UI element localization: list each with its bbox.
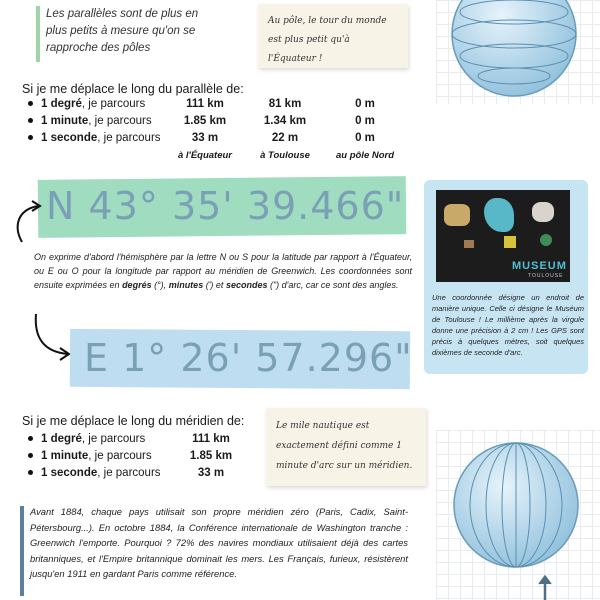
mineral-white — [532, 202, 554, 222]
column-label-equator: à l'Équateur — [178, 150, 232, 161]
meridian-row-second — [28, 467, 161, 479]
row-label: , je parcours — [97, 467, 161, 479]
explain-part: (') et — [203, 280, 226, 290]
parallel-heading: Si je me déplace le long du parallèle de: — [22, 82, 244, 96]
latitude-coordinate: N 43° 35' 39.466" — [46, 184, 405, 228]
parallel-row-degree — [28, 98, 145, 110]
parallels-quote: Les parallèles sont de plus en plus petits à mesure qu'on se rapproche des pôles — [46, 8, 199, 54]
coordinate-explanation — [34, 250, 412, 292]
bullet — [28, 135, 33, 140]
column-label-toulouse: à Toulouse — [260, 150, 310, 161]
museum-caption: Une coordonnée désigne un endroit de manière unique. Celle ci désigne le Muséum de Toulouse ! Le millième après la virgule donne une précision à 2 cm ! Les GPS sont précis à quelques mètres, soit quelques dixièmes de seconde d'arc. — [432, 293, 584, 357]
value-eq-minute: 1.85 km — [183, 115, 227, 127]
nautical-mile-text: Le mile nautique est exactement défini comme 1 minute d'arc sur un méridien. — [276, 421, 413, 471]
row-label: , je parcours — [97, 132, 161, 144]
row-label-bold: 1 minute — [41, 115, 89, 127]
row-label: , je parcours — [81, 433, 146, 445]
explain-bold-minutes: minutes — [168, 280, 204, 290]
explain-bold-seconds: secondes — [225, 280, 268, 290]
parallel-row-minute — [28, 115, 152, 127]
mineral-blue — [484, 198, 514, 232]
museum-logo-text: MUSEUM — [512, 260, 567, 272]
value-eq-degree: 111 km — [186, 98, 224, 110]
row-label-bold: 1 minute — [41, 450, 89, 462]
parallel-row-second — [28, 132, 161, 144]
value-tlse-degree: 81 km — [268, 98, 302, 110]
mineral-small — [464, 240, 474, 248]
row-label-bold: 1 degré — [41, 98, 82, 110]
row-label: , je parcours — [88, 115, 152, 127]
pole-note-card — [258, 4, 408, 68]
explain-part: On exprime d'abord l'hémisphère par la lettre N ou S pour la latitude par rapport à l'Équateur, ou E ou O pour la longitude par rapport au méridien de Greenwich. Les coordonnées sont ensuite exprimées en — [34, 252, 412, 290]
museum-photo — [436, 190, 570, 282]
bullet — [28, 436, 33, 441]
value-tlse-second: 22 m — [271, 132, 299, 144]
history-bar — [20, 506, 24, 596]
row-label: , je parcours — [81, 98, 146, 110]
mineral-yellow — [504, 236, 516, 248]
bullet — [28, 101, 33, 106]
museum-logo-sub: TOULOUSE — [528, 273, 564, 279]
bullet — [28, 470, 33, 475]
globe-meridians-icon — [448, 440, 584, 570]
pole-note-text: Au pôle, le tour du monde est plus petit qu'à l'Équateur ! — [268, 16, 387, 64]
row-label: , je parcours — [88, 450, 152, 462]
mineral-green — [540, 234, 552, 246]
value-pole-degree: 0 m — [355, 98, 375, 110]
mineral-gold — [444, 204, 470, 226]
value-tlse-minute: 1.34 km — [263, 115, 307, 127]
value-pole-second: 0 m — [355, 132, 375, 144]
row-label-bold: 1 seconde — [41, 467, 98, 479]
bullet — [28, 453, 33, 458]
globe-parallels-icon — [446, 0, 582, 100]
meridian-value-minute: 1.85 km — [189, 450, 233, 462]
quote-bar — [36, 6, 40, 62]
explain-part: (°), — [151, 280, 169, 290]
meridian-row-minute — [28, 450, 152, 462]
curved-arrow-icon — [30, 312, 74, 362]
value-pole-minute: 0 m — [355, 115, 375, 127]
explain-bold-degrees: degrés — [122, 280, 152, 290]
up-arrow-icon — [536, 574, 554, 600]
column-label-pole: au pôle Nord — [335, 150, 395, 161]
meridian-value-degree: 111 km — [192, 433, 230, 445]
meridian-value-second: 33 m — [197, 467, 225, 479]
longitude-coordinate: E 1° 26' 57.296" — [84, 336, 413, 380]
meridian-row-degree — [28, 433, 145, 445]
bullet — [28, 118, 33, 123]
value-eq-second: 33 m — [191, 132, 219, 144]
meridian-heading: Si je me déplace le long du méridien de: — [22, 414, 245, 428]
row-label-bold: 1 seconde — [41, 132, 98, 144]
history-text: Avant 1884, chaque pays utilisait son propre méridien zéro (Paris, Cadix, Saint-Pétersbourg...). En octobre 1884, la Conférence internationale de Washington tranche : Greenwich l'emporte. Pourquoi ? 72% des navires mondiaux utilisaient déjà des cartes britanniques, et l'Empire britannique dominait les mers. Les Français, furieux, résistèrent jusqu'en 1911 en gardant Paris comme référence. — [30, 506, 408, 579]
row-label-bold: 1 degré — [41, 433, 82, 445]
curved-arrow-icon — [12, 196, 48, 244]
explain-part: (") d'arc, car ce sont des angles. — [267, 280, 399, 290]
nautical-mile-note — [266, 408, 426, 486]
